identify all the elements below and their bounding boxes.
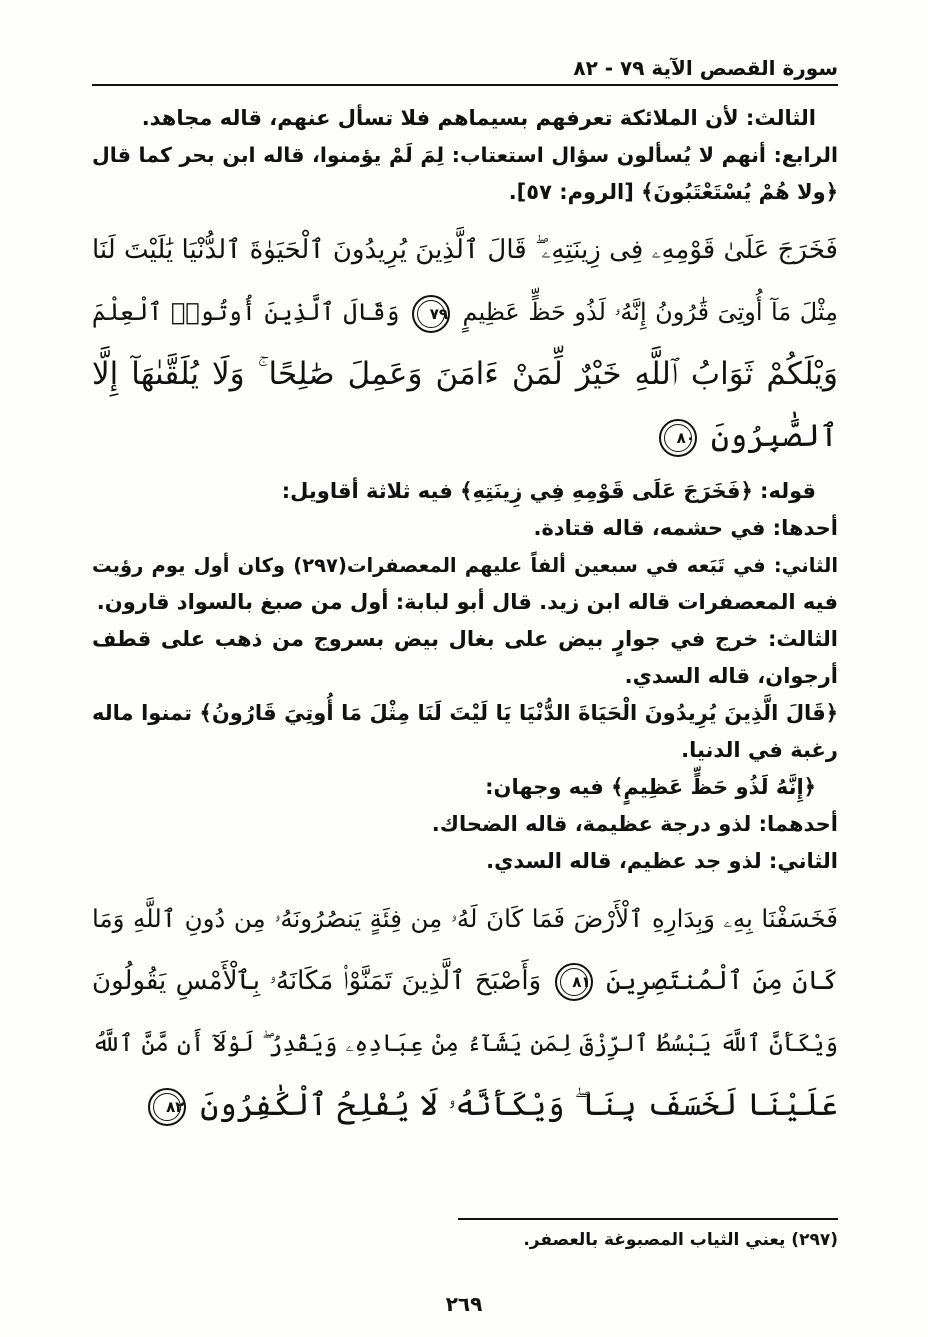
prose-line: ﴿قَالَ الَّذِينَ يُرِيدُونَ الْحَيَاةَ الدُّنْيَا يَا لَيْتَ لَنَا مِثْلَ مَا أُوتِيَ قَارُونُ﴾ تمنوا ماله [92, 701, 838, 725]
quran-line [92, 950, 838, 1012]
ayah-number-marker: ٨٢ [148, 1088, 186, 1126]
quran-segment: وَقَالَ ٱلَّذِينَ أُوتُوا۟ ٱلْعِلْمَ [92, 298, 400, 326]
quran-block-2 [92, 888, 838, 1136]
quran-line: فَخَرَجَ عَلَىٰ قَوْمِهِۦ فِى زِينَتِهِۦ ۖ قَالَ ٱلَّذِينَ يُرِيدُونَ ٱلْحَيَوٰةَ ٱلدُّنْيَا يَٰلَيْتَ لَنَا [92, 235, 838, 265]
footnote: (٢٩٧) يعني الثياب المصبوغة بالعصفر. [523, 1230, 838, 1250]
footnote-divider [458, 1218, 838, 1220]
prose-line: أحدهما: لذو درجة عظيمة، قاله الضحاك. [431, 812, 838, 836]
quran-line [92, 405, 838, 467]
prose-line: أرجوان، قاله السدي. [624, 664, 838, 688]
quran-segment: عَلَيْنَا لَخَسَفَ بِنَا ۖ وَيْكَأَنَّهُۥ لَا يُفْلِحُ ٱلْكَٰفِرُونَ [200, 1087, 838, 1123]
prose-line: الرابع: أنهم لا يُسألون سؤال استعتاب: لِمَ لَمْ يؤمنوا، قاله ابن بحر كما قال [92, 143, 838, 167]
prose-line: الثالث: خرج في جوارٍ بيض على بغال بيض بسروج من ذهب على قطف [92, 627, 838, 651]
prose-line: الثاني: في تَبَعه في سبعين ألفاً عليهم المعصفرات(٢٩٧) وكان أول يوم رؤيت [92, 554, 839, 577]
quran-line [92, 281, 838, 343]
ayah-number-marker: ٨٠ [659, 419, 697, 457]
quran-line: فَخَسَفْنَا بِهِۦ وَبِدَارِهِ ٱلْأَرْضَ فَمَا كَانَ لَهُۥ مِن فِئَةٍ يَنصُرُونَهُۥ مِن دُونِ ٱللَّهِ وَمَا [92, 904, 838, 933]
commentary-block [92, 473, 838, 880]
prose-line: ﴿ولا هُمْ يُسْتَعْتَبُونَ﴾ [الروم: ٥٧]. [508, 180, 838, 204]
prose-line: الثاني: لذو جد عظيم، قاله السدي. [486, 849, 838, 873]
prose-line: الثالث: لأن الملائكة تعرفهم بسيماهم فلا تسأل عنهم، قاله مجاهد. [141, 106, 816, 130]
quran-block-1 [92, 219, 838, 467]
quran-segment: مِثْلَ مَآ أُوتِىَ قَٰرُونُ إِنَّهُۥ لَذُو حَظٍّ عَظِيمٍ [462, 298, 838, 326]
running-header [92, 50, 838, 86]
prose-line: أحدها: في حشمه، قاله قتادة. [533, 516, 838, 540]
ayah-number-marker: ٧٩ [412, 295, 450, 333]
prose-line: فيه المعصفرات قاله ابن زيد. قال أبو لبابة: أول من صبغ بالسواد قارون. [96, 590, 838, 614]
quran-segment: وَأَصْبَحَ ٱلَّذِينَ تَمَنَّوْا۟ مَكَانَهُۥ بِٱلْأَمْسِ يَقُولُونَ [92, 966, 542, 996]
header-title: سورة القصص الآية ٧٩ - ٨٢ [573, 56, 838, 80]
quran-segment: كَانَ مِنَ ٱلْمُنتَصِرِينَ [605, 966, 838, 996]
quran-line: وَيْكَأَنَّ ٱللَّهَ يَبْسُطُ ٱلرِّزْقَ لِمَن يَشَآءُ مِنْ عِبَادِهِۦ وَيَقْدِرُ ۖ لَوْلَآ أَن مَّنَّ ٱللَّهُ [92, 1029, 838, 1057]
page-body [92, 100, 838, 1136]
prose-line: ﴿إِنَّهُ لَذُو حَظٍّ عَظِيمٍ﴾ فيه وجهان: [485, 775, 816, 799]
page-number: ٢٦٩ [445, 1292, 483, 1316]
quran-segment: ٱلصَّٰبِرُونَ [710, 418, 838, 454]
quran-line: وَيْلَكُمْ ثَوَابُ ٱللَّهِ خَيْرٌ لِّمَنْ ءَامَنَ وَعَمِلَ صَٰلِحًا ۚ وَلَا يُلَقَّىٰهَآ إِلَّا [92, 356, 838, 392]
quran-line [92, 1074, 838, 1136]
ayah-number-marker: ٨١ [555, 963, 593, 1001]
prose-line: رغبة في الدنيا. [681, 738, 838, 762]
prose-line: قوله: ﴿فَخَرَجَ عَلَى قَوْمِهِ فِي زِينَتِهِ﴾ فيه ثلاثة أقاويل: [281, 479, 816, 503]
